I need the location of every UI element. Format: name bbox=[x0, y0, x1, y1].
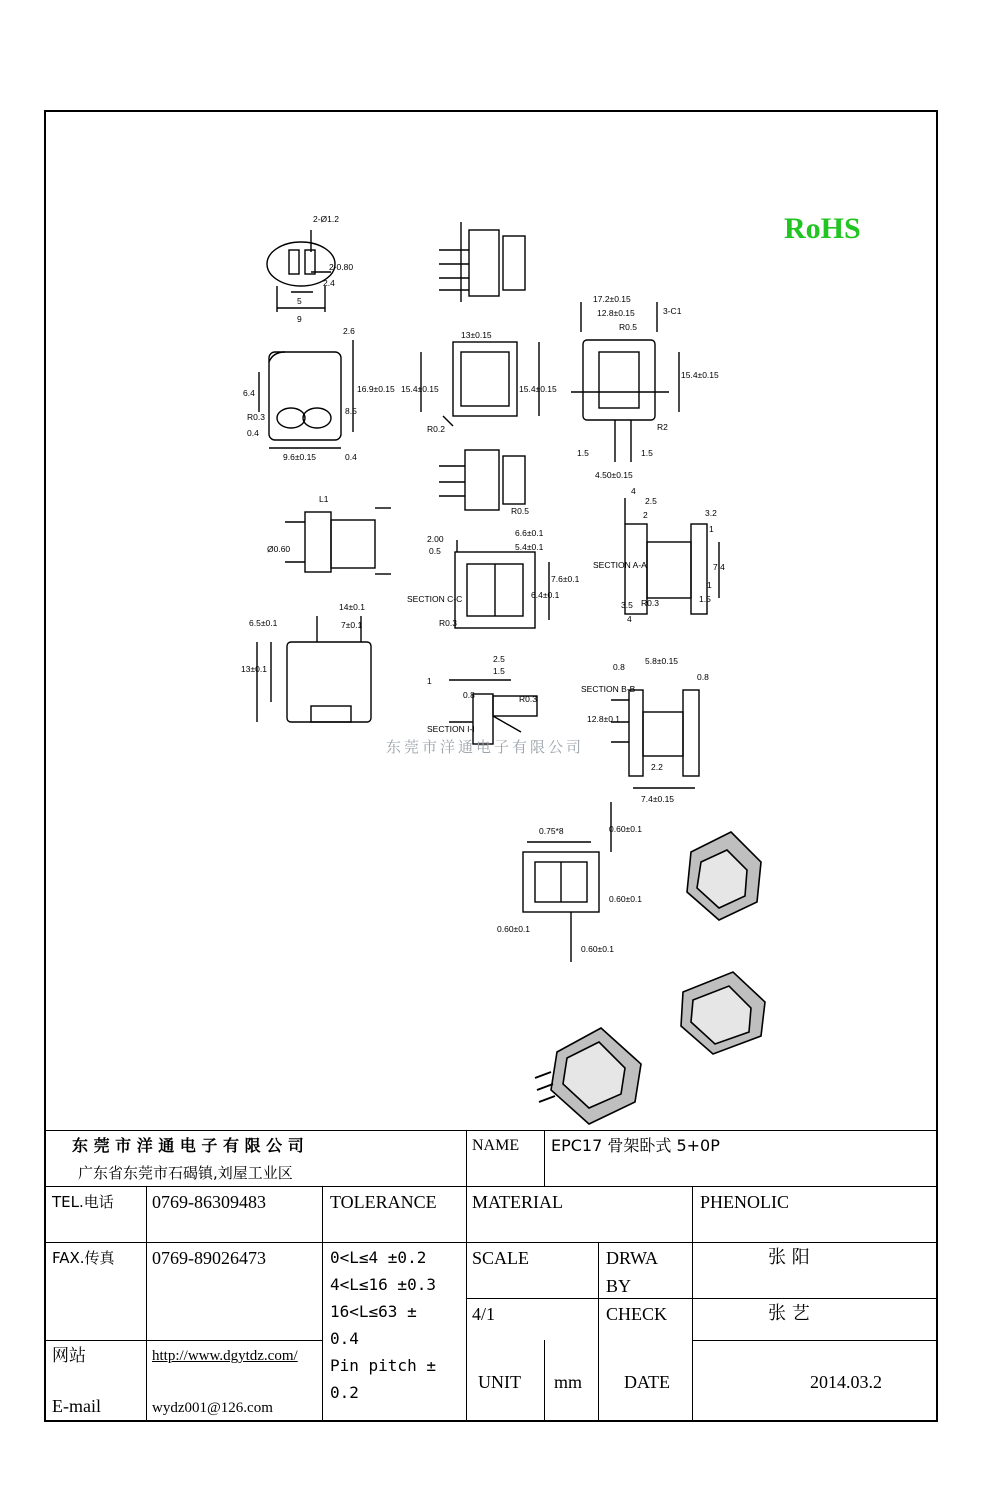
dim-label: R0.3 bbox=[519, 694, 537, 704]
dim-label: 0.8 bbox=[697, 672, 709, 682]
name-label: NAME bbox=[472, 1137, 520, 1154]
dim-label: 1.5 bbox=[641, 448, 653, 458]
dim-label: 0.60±0.1 bbox=[609, 824, 643, 834]
dim-label: R0.2 bbox=[427, 424, 445, 434]
date-value: 2014.03.2 bbox=[810, 1372, 882, 1392]
part-name: EPC17 骨架卧式 5+0P bbox=[551, 1136, 720, 1155]
dim-label: SECTION A-A bbox=[593, 560, 647, 570]
dim-label: 0.8 bbox=[463, 690, 475, 700]
dim-label: 0.4 bbox=[345, 452, 357, 462]
dim-label: R0.5 bbox=[619, 322, 637, 332]
website-label: 网站 bbox=[52, 1346, 86, 1366]
dim-label: 15.4±0.15 bbox=[519, 384, 557, 394]
check-label: CHECK bbox=[606, 1304, 668, 1324]
dim-label: 1 bbox=[707, 580, 712, 590]
dim-label: 1 bbox=[427, 676, 432, 686]
dim-label: 2.4 bbox=[323, 278, 335, 288]
tolerance-label: TOLERANCE bbox=[330, 1192, 437, 1212]
dim-label: 12.8±0.1 bbox=[587, 714, 621, 724]
dim-label: R0.3 bbox=[641, 598, 659, 608]
dim-label: 2 bbox=[643, 510, 648, 520]
tolerance-line: 16<L≤63 ± bbox=[330, 1302, 417, 1321]
tolerance-line: 0<L≤4 ±0.2 bbox=[330, 1248, 427, 1267]
tolerance-line: 0.4 bbox=[330, 1329, 359, 1348]
rohs-label: RoHS bbox=[784, 212, 861, 245]
dim-label: 7±0.1 bbox=[341, 620, 363, 630]
dim-label: L1 bbox=[319, 494, 329, 504]
company-address: 广东省东莞市石碣镇,刘屋工业区 bbox=[78, 1164, 293, 1182]
dim-label: SECTION B-B bbox=[581, 684, 636, 694]
unit-value: mm bbox=[554, 1372, 583, 1392]
dim-label: 9 bbox=[297, 314, 302, 324]
dim-label: 0.8 bbox=[613, 662, 625, 672]
dim-label: 4 bbox=[627, 614, 632, 624]
email-value[interactable]: wydz001@126.com bbox=[152, 1400, 273, 1416]
drawn-by-label: DRWA bbox=[606, 1248, 659, 1268]
dim-label: 13±0.1 bbox=[241, 664, 267, 674]
scale-value: 4/1 bbox=[472, 1304, 496, 1324]
dim-label: 0.60±0.1 bbox=[497, 924, 531, 934]
dim-label: R0.5 bbox=[511, 506, 529, 516]
dim-label: SECTION I-I bbox=[427, 724, 475, 734]
dim-label: 6.5±0.1 bbox=[249, 618, 278, 628]
dim-label: 3.2 bbox=[705, 508, 717, 518]
dim-label: 6.4±0.1 bbox=[531, 590, 560, 600]
dim-label: 7.4±0.15 bbox=[641, 794, 675, 804]
dim-label: 0.4 bbox=[247, 428, 259, 438]
scale-label: SCALE bbox=[472, 1248, 530, 1268]
dim-label: 9.6±0.15 bbox=[283, 452, 317, 462]
dim-label: 13±0.15 bbox=[461, 330, 492, 340]
email-label: E-mail bbox=[52, 1396, 101, 1416]
dim-label: 15.4±0.15 bbox=[681, 370, 719, 380]
dim-label: 7.4 bbox=[713, 562, 725, 572]
dim-label: 5 bbox=[297, 296, 302, 306]
dim-label: 3-C1 bbox=[663, 306, 682, 316]
dim-label: 3.5 bbox=[621, 600, 633, 610]
dim-label: 0.60±0.1 bbox=[581, 944, 615, 954]
website-link[interactable] bbox=[152, 1342, 298, 1370]
website-url[interactable]: http://www.dgytdz.com/ bbox=[152, 1348, 298, 1364]
dim-label: 12.8±0.15 bbox=[597, 308, 635, 318]
dim-label: 1 bbox=[709, 524, 714, 534]
dim-label: 1.5 bbox=[699, 594, 711, 604]
tolerance-list bbox=[330, 1244, 436, 1406]
dim-label: 4.50±0.15 bbox=[595, 470, 633, 480]
dim-label: 8.5 bbox=[345, 406, 357, 416]
dim-label: 0.60±0.1 bbox=[609, 894, 643, 904]
dim-label: 1.5 bbox=[577, 448, 589, 458]
tolerance-line: 4<L≤16 ±0.3 bbox=[330, 1275, 436, 1294]
dim-label: R2 bbox=[657, 422, 668, 432]
dim-label: 16.9±0.15 bbox=[357, 384, 395, 394]
dim-label: 2.6 bbox=[343, 326, 355, 336]
isometric-views bbox=[535, 832, 765, 1124]
fax-label: FAX.传真 bbox=[52, 1249, 115, 1267]
dim-label: 2.5 bbox=[493, 654, 505, 664]
tel-value: 0769-86309483 bbox=[152, 1192, 266, 1212]
dim-label: 2-Ø1.2 bbox=[313, 214, 339, 224]
dim-label: 5.8±0.15 bbox=[645, 656, 679, 666]
drawing-sheet bbox=[44, 110, 938, 1422]
tel-label: TEL.电话 bbox=[52, 1193, 114, 1211]
dim-label: 0.75*8 bbox=[539, 826, 564, 836]
dim-label: 2.5 bbox=[645, 496, 657, 506]
dim-label: 6.6±0.1 bbox=[515, 528, 544, 538]
dim-label: 5.4±0.1 bbox=[515, 542, 544, 552]
watermark: 东莞市洋通电子有限公司 bbox=[386, 738, 585, 756]
dim-label: 0.5 bbox=[429, 546, 441, 556]
date-label: DATE bbox=[624, 1372, 670, 1392]
drawn-by-label-2: BY bbox=[606, 1276, 632, 1296]
material-value: PHENOLIC bbox=[700, 1192, 789, 1212]
dim-label: 6.4 bbox=[243, 388, 255, 398]
unit-label: UNIT bbox=[478, 1372, 521, 1392]
tolerance-line: 0.2 bbox=[330, 1383, 359, 1402]
dim-label: 2.2 bbox=[651, 762, 663, 772]
title-block bbox=[46, 1130, 936, 1420]
dim-label: Ø0.60 bbox=[267, 544, 291, 554]
dim-label: SECTION C-C bbox=[407, 594, 463, 604]
drawn-by-value: 张 阳 bbox=[768, 1247, 810, 1268]
dim-label: 2-0.80 bbox=[329, 262, 354, 272]
dim-label: 1.5 bbox=[493, 666, 505, 676]
technical-drawing bbox=[221, 202, 841, 1192]
dim-label: 4 bbox=[631, 486, 636, 496]
dim-label: R0.3 bbox=[247, 412, 265, 422]
dim-label: 17.2±0.15 bbox=[593, 294, 631, 304]
material-label: MATERIAL bbox=[472, 1192, 563, 1212]
fax-value: 0769-89026473 bbox=[152, 1248, 266, 1268]
dim-label: R0.3 bbox=[439, 618, 457, 628]
company-name: 东 莞 市 洋 通 电 子 有 限 公 司 bbox=[72, 1136, 304, 1155]
dim-label: 15.4±0.15 bbox=[401, 384, 439, 394]
check-value: 张 艺 bbox=[768, 1303, 810, 1324]
dim-label: 2.00 bbox=[427, 534, 444, 544]
dim-label: 7.6±0.1 bbox=[551, 574, 580, 584]
tolerance-line: Pin pitch ± bbox=[330, 1356, 436, 1375]
dim-label: 14±0.1 bbox=[339, 602, 365, 612]
dimension-labels bbox=[241, 214, 725, 954]
